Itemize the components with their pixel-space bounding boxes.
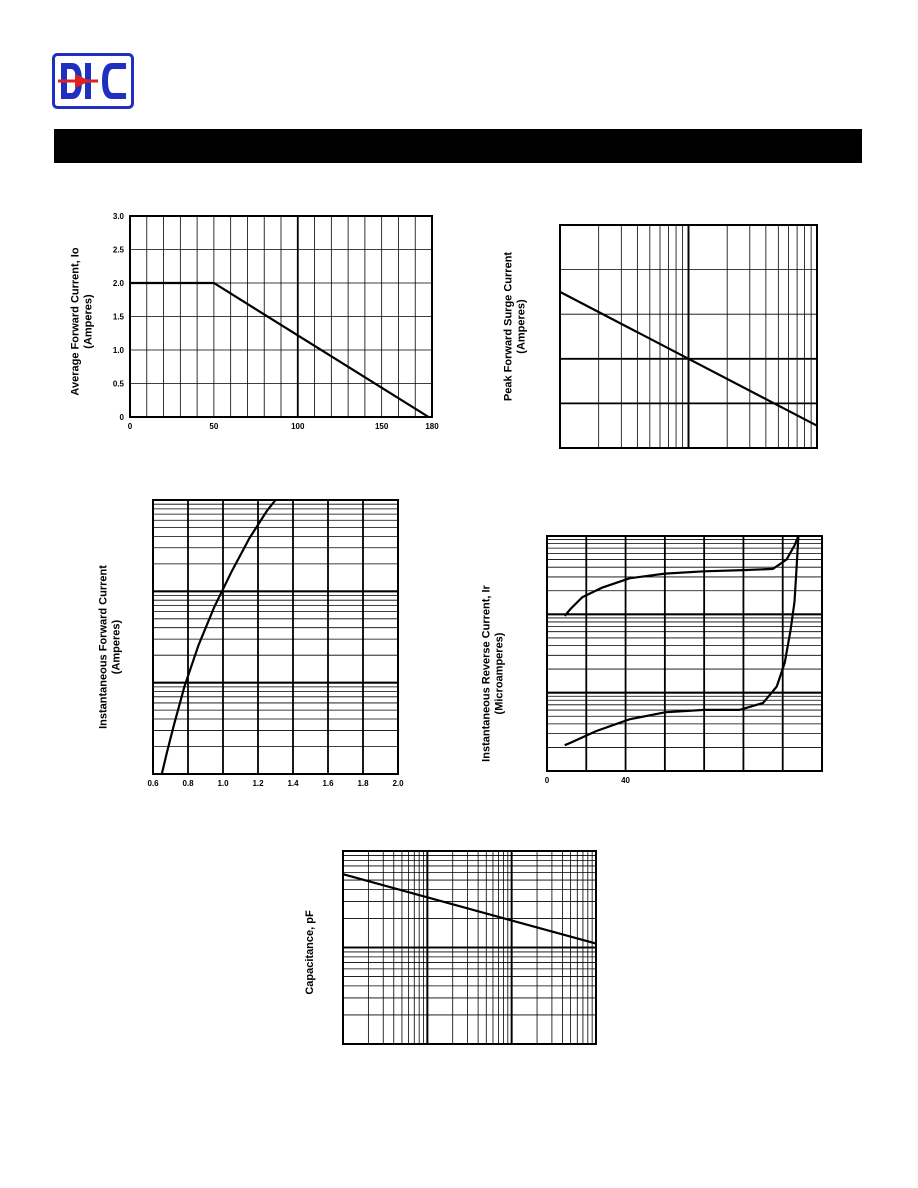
chart-capacitance — [295, 845, 605, 1055]
derating-ytick-0: 0 — [119, 413, 124, 422]
chart-surge — [495, 220, 830, 455]
derating-ylabel-line-0: Average Forward Current, Io — [69, 247, 82, 396]
capacitance-ylabel-line-0: Capacitance, pF — [304, 910, 316, 995]
chart-reverse — [480, 530, 830, 790]
surge-ylabel-line-0: Peak Forward Surge Current — [502, 251, 515, 402]
derating-xtick-2: 100 — [291, 422, 305, 431]
chart-reverse-svg — [480, 530, 830, 790]
forward-xtick-4: 1.4 — [287, 779, 299, 788]
derating-ytick-4: 2.0 — [112, 279, 124, 288]
forward-xtick-6: 1.8 — [357, 779, 369, 788]
derating-ylabel — [70, 247, 95, 395]
reverse-xtick-0: 0 — [544, 776, 550, 785]
reverse-ylabel-line-1: (Microamperes) — [493, 632, 506, 715]
forward-xtick-1: 0.8 — [182, 779, 194, 788]
derating-xtick-0: 0 — [127, 422, 133, 431]
surge-ylabel-line-1: (Amperes) — [515, 299, 528, 354]
chart-derating-svg — [60, 205, 450, 435]
derating-ytick-5: 2.5 — [112, 245, 124, 255]
logo-arrow-line — [58, 80, 98, 83]
derating-ytick-1: 0.5 — [112, 379, 124, 389]
derating-ytick-2: 1.0 — [112, 346, 124, 355]
header-bar — [54, 129, 862, 163]
dec-logo — [52, 53, 134, 109]
derating-ylabel-line-1: (Amperes) — [82, 294, 95, 349]
forward-xtick-5: 1.6 — [322, 779, 334, 788]
derating-ytick-6: 3.0 — [112, 212, 124, 221]
chart-forward — [95, 495, 415, 800]
derating-ytick-3: 1.5 — [112, 312, 124, 322]
chart-capacitance-svg — [295, 845, 605, 1055]
reverse-xtick-1: 40 — [621, 776, 631, 785]
forward-xtick-2: 1.0 — [217, 779, 229, 788]
derating-xtick-3: 150 — [374, 422, 389, 431]
derating-xtick-4: 180 — [425, 422, 439, 431]
forward-xtick-7: 2.0 — [392, 779, 404, 788]
capacitance-series-0 — [343, 874, 596, 943]
capacitance-ylabel — [304, 910, 316, 995]
reverse-ylabel — [481, 584, 506, 761]
chart-derating — [60, 205, 450, 435]
forward-ylabel-line-1: (Amperes) — [110, 619, 123, 675]
surge-ylabel — [503, 252, 528, 401]
forward-xtick-3: 1.2 — [252, 779, 264, 788]
forward-frame — [153, 500, 398, 774]
derating-xtick-1: 50 — [209, 422, 219, 431]
forward-ylabel-line-0: Instantaneous Forward Current — [97, 565, 110, 729]
chart-surge-svg — [495, 220, 830, 455]
forward-ylabel — [98, 565, 123, 729]
forward-xtick-0: 0.6 — [147, 779, 159, 788]
reverse-ylabel-line-0: Instantaneous Reverse Current, Ir — [480, 585, 493, 762]
chart-forward-svg — [95, 495, 415, 800]
